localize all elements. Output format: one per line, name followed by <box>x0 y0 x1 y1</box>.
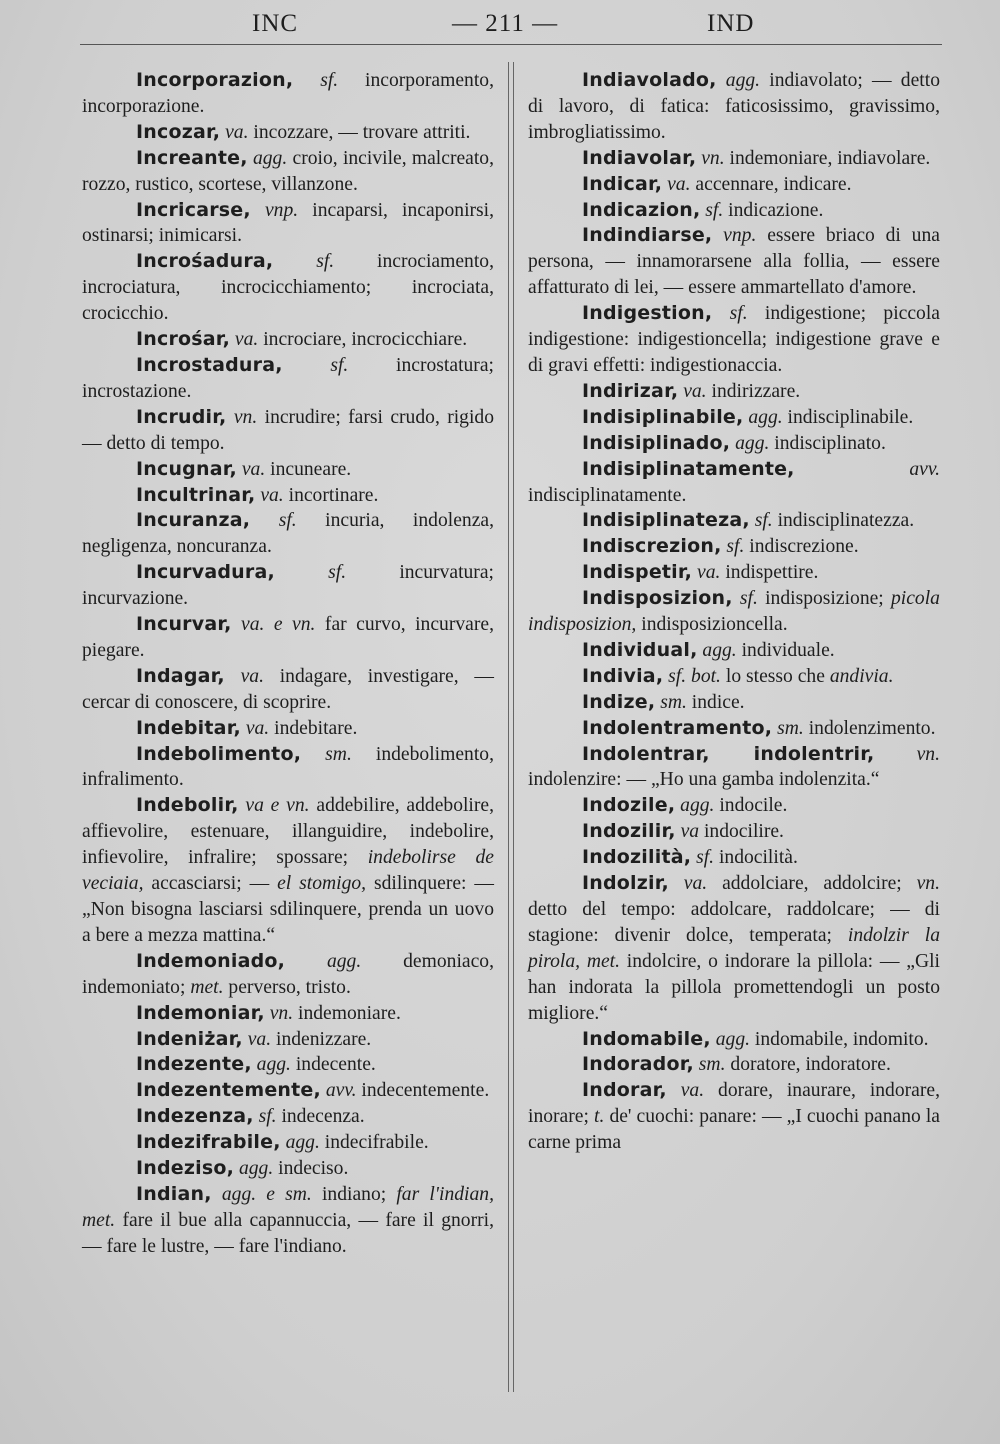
headword: Indiscrezion, <box>582 535 722 558</box>
dictionary-entry <box>528 664 940 690</box>
definition: indiavolato; — detto di lavoro, di fatica: faticosissimo, gravissimo, imbrogliatissimo. <box>528 70 940 143</box>
definition: indirizzare. <box>711 380 801 402</box>
italic-note: picola indisposizion, <box>528 588 940 636</box>
grammar-label: agg. <box>256 1054 291 1076</box>
grammar-label: avv. <box>325 1080 357 1102</box>
headword: Indozilità, <box>582 846 692 869</box>
grammar-label: vn. <box>701 147 725 169</box>
headword: Incurvadura, <box>136 561 275 584</box>
headword: Indemoniar, <box>136 1001 265 1024</box>
page-number: — 211 — <box>452 10 559 37</box>
definition: indeciso. <box>278 1158 349 1180</box>
dictionary-entry <box>82 508 494 560</box>
italic-note: met. <box>190 976 224 998</box>
dictionary-entry <box>82 1078 494 1104</box>
dictionary-entry <box>528 172 940 198</box>
dictionary-entry <box>82 1182 494 1260</box>
grammar-label: sf. <box>320 70 339 91</box>
header-rule <box>80 44 942 45</box>
headword: Indolzir, <box>582 872 669 895</box>
headword: Indicar, <box>582 172 663 195</box>
dictionary-entry <box>82 1027 494 1053</box>
definition: incozzare, — trovare attriti. <box>253 121 471 143</box>
headword: Indezente, <box>136 1053 252 1076</box>
headword: Incultrinar, <box>136 483 256 506</box>
headword: Indorar, <box>582 1079 667 1102</box>
grammar-label: sf. <box>726 536 745 558</box>
headword: Individual, <box>582 638 698 661</box>
headword: Indisiplinatamente, <box>582 457 795 480</box>
dictionary-entry <box>82 198 494 250</box>
grammar-label: agg. <box>748 406 783 428</box>
definition: indemoniare, indiavolare. <box>729 147 931 169</box>
definition: addolciare, addolcire; <box>722 873 902 895</box>
italic-note: far l'indian, met. <box>82 1183 494 1231</box>
dictionary-entry <box>82 1052 494 1078</box>
headword: Incrośar, <box>136 328 231 351</box>
headword: Incorporazion, <box>136 69 294 91</box>
definition: indecentemente. <box>361 1080 490 1102</box>
definition: indenizzare. <box>276 1028 372 1050</box>
definition: incorporamento, incorporazione. <box>82 70 494 117</box>
dictionary-entry <box>528 68 940 146</box>
headword: Incuranza, <box>136 509 251 532</box>
grammar-label: sf. bot. <box>668 665 721 687</box>
definition: incuria, indolenza, negligenza, noncuranza. <box>82 510 494 558</box>
headword: Indorador, <box>582 1053 694 1076</box>
headword: Indezifrabile, <box>136 1131 281 1154</box>
grammar-label: agg. <box>680 795 715 817</box>
headword: Incrośadura, <box>136 250 274 273</box>
italic-note: el stomigo, <box>277 873 367 895</box>
dictionary-entry <box>528 819 940 845</box>
header-left-guide-word: INC <box>252 10 299 37</box>
definition: indecenza. <box>281 1106 365 1128</box>
column-divider <box>508 62 514 1392</box>
grammar-label: sm. <box>660 691 687 713</box>
definition: doratore, indoratore. <box>730 1054 891 1076</box>
grammar-label: vnp. <box>723 225 757 247</box>
grammar-label: va. <box>247 1028 272 1050</box>
definition: indisposizioncella. <box>641 614 788 636</box>
headword: Indomabile, <box>582 1027 711 1050</box>
headword: Increante, <box>136 146 248 169</box>
definition: indigestione; piccola indigestione: indigestioncella; indigestione grave e di gravi effetti: indigestionaccia. <box>528 303 940 376</box>
headword: Indisiplinateza, <box>582 509 750 532</box>
definition: indisposizione; <box>765 588 884 610</box>
dictionary-entry <box>528 379 940 405</box>
headword: Indebitar, <box>136 716 241 739</box>
grammar-label: va <box>680 821 700 843</box>
definition: demoniaco, indemoniato; <box>82 950 494 998</box>
grammar-label: agg. <box>725 70 761 91</box>
headword: Indagar, <box>136 664 225 687</box>
dictionary-entry <box>528 871 940 1026</box>
definition: indiscrezione. <box>749 536 859 558</box>
definition: indebitare. <box>274 717 358 739</box>
definition: croio, incivile, malcreato, rozzo, rustico, scortese, villanzone. <box>82 147 495 195</box>
grammar-label: sf. <box>705 199 724 221</box>
dictionary-entry <box>528 1052 940 1078</box>
definition: fare il bue alla capannuccia, — fare il gnorri, — fare le lustre, — fare l'indiano. <box>82 1209 494 1257</box>
headword: Indize, <box>582 690 656 713</box>
definition: incortinare. <box>288 484 379 506</box>
dictionary-entry <box>528 198 940 224</box>
headword: Indicazion, <box>582 198 701 221</box>
grammar-label: vn. <box>269 1002 294 1024</box>
headword: Indisiplinado, <box>582 431 731 454</box>
definition: lo stesso che <box>725 665 825 687</box>
grammar-label: sf. <box>316 251 335 273</box>
headword: Indebolimento, <box>136 742 302 765</box>
dictionary-entry <box>528 508 940 534</box>
headword: Incurvar, <box>136 613 232 636</box>
dictionary-entry <box>82 405 494 457</box>
grammar-label: sf. <box>258 1106 277 1128</box>
grammar-label: va. <box>260 484 284 506</box>
definition: indispettire. <box>725 562 819 584</box>
right-column <box>528 68 940 1156</box>
definition: indecente. <box>295 1054 376 1076</box>
definition: indisciplinatamente. <box>528 484 687 506</box>
dictionary-entry <box>528 534 940 560</box>
grammar-label: va. <box>240 665 264 687</box>
definition: far curvo, incurvare, piegare. <box>82 614 494 661</box>
definition: indebolimento, infralimento. <box>82 743 494 791</box>
headword: Indisposizion, <box>582 587 733 610</box>
dictionary-entry <box>528 1078 940 1156</box>
definition: indemoniare. <box>298 1002 401 1024</box>
definition: indagare, investigare, — cercar di conoscere, di scoprire. <box>82 665 494 713</box>
dictionary-entry <box>82 120 494 146</box>
headword: Indeniżar, <box>136 1027 243 1050</box>
definition: incaparsi, incaponirsi, ostinarsi; inimicarsi. <box>82 199 495 247</box>
headword: Indezentemente, <box>136 1079 321 1102</box>
definition: indocilire. <box>703 821 784 843</box>
grammar-label: agg. <box>702 639 737 661</box>
definition: indisciplinatezza. <box>777 510 915 532</box>
headword: Indozilir, <box>582 820 676 843</box>
dictionary-entry <box>528 457 940 509</box>
definition: indolenzimento. <box>808 717 936 739</box>
definition: indisciplinabile. <box>787 406 914 428</box>
grammar-label: agg. <box>326 950 362 972</box>
grammar-label: vnp. <box>264 199 299 221</box>
italic-note: t. <box>594 1106 605 1128</box>
headword: Indiavolar, <box>582 146 697 169</box>
definition: indecifrabile. <box>324 1132 429 1154</box>
grammar-label: agg. <box>252 147 288 169</box>
definition: dorare, inaurare, indorare, inorare; <box>528 1080 940 1128</box>
header-right-guide-word: IND <box>707 10 755 37</box>
dictionary-entry <box>528 716 940 742</box>
grammar-label: va. <box>680 1080 705 1102</box>
headword: Indigestion, <box>582 302 713 325</box>
definition: individuale. <box>741 639 835 661</box>
headword: Indezenza, <box>136 1105 254 1128</box>
grammar-label: agg. <box>735 432 770 454</box>
grammar-label: sf. <box>696 847 715 869</box>
definition: indocilità. <box>718 847 798 869</box>
dictionary-entry <box>82 793 494 948</box>
headword: Indebolir, <box>136 794 239 817</box>
headword: Indirizar, <box>582 379 679 402</box>
dictionary-entry <box>528 431 940 457</box>
grammar-label: va. <box>683 873 708 895</box>
grammar-label: agg. <box>238 1158 274 1180</box>
dictionary-entry <box>82 716 494 742</box>
dictionary-entry <box>528 690 940 716</box>
italic-note: indolzir la pirola, met. <box>528 924 940 972</box>
grammar-label: sm. <box>777 717 804 739</box>
grammar-label: va. <box>234 329 259 351</box>
grammar-label: va. <box>683 380 707 402</box>
italic-note: vn. <box>916 873 941 895</box>
definition: incrudire; farsi crudo, rigido — detto di tempo. <box>82 406 495 454</box>
definition: indice. <box>691 691 745 713</box>
dictionary-entry <box>82 560 494 612</box>
dictionary-entry <box>82 68 494 120</box>
dictionary-entry <box>82 1156 494 1182</box>
grammar-label: va. <box>241 458 266 480</box>
dictionary-entry <box>528 560 940 586</box>
grammar-label: va e vn. <box>245 795 310 817</box>
definition: indisciplinato. <box>774 432 886 454</box>
dictionary-entry <box>528 742 940 794</box>
grammar-label: agg. <box>285 1132 320 1154</box>
dictionary-entry <box>82 457 494 483</box>
grammar-label: sf. <box>729 303 748 325</box>
headword: Incozar, <box>136 120 221 143</box>
dictionary-entry <box>82 483 494 509</box>
headword: Indindiarse, <box>582 224 713 247</box>
grammar-label: sm. <box>698 1054 726 1076</box>
dictionary-entry <box>528 146 940 172</box>
headword: Incrostadura, <box>136 353 283 376</box>
dictionary-entry <box>82 664 494 716</box>
dictionary-entry <box>82 249 494 327</box>
definition: detto del tempo: addolcare, raddolcare; — di stagione: divenir dolce, temperata; <box>528 899 940 946</box>
definition: addebilire, addebolire, affievolire, estenuare, illanguidire, indebolire, infievolire, infralire; spossare; <box>82 795 494 869</box>
definition: indicazione. <box>728 199 824 221</box>
dictionary-entry <box>528 845 940 871</box>
grammar-label: va. e vn. <box>241 614 316 636</box>
headword: Indisiplinabile, <box>582 405 744 428</box>
headword: Indolentrar, indolentrir, <box>582 742 875 765</box>
grammar-label: va. <box>245 717 270 739</box>
dictionary-entry <box>82 1001 494 1027</box>
grammar-label: va. <box>667 173 691 195</box>
definition: incrociare, incrocicchiare. <box>263 329 468 351</box>
grammar-label: sf. <box>328 562 347 584</box>
headword: Incricarse, <box>136 198 251 221</box>
definition: indolcire, o indorare la pillola: — „Gli han indorata la pillola promettendogli un posto migliore.“ <box>528 950 940 1024</box>
grammar-label: sm. <box>325 743 352 765</box>
grammar-label: vn. <box>233 406 258 428</box>
dictionary-entry <box>528 1027 940 1053</box>
dictionary-entry <box>528 405 940 431</box>
grammar-label: agg. e sm. <box>221 1183 312 1205</box>
headword: Indiavolado, <box>582 69 717 91</box>
dictionary-entry <box>82 146 494 198</box>
definition: sdilinquere: — „Non bisogna lasciarsi sdilinquere, prenda un uovo a bere a mezza mattina.“ <box>82 873 494 946</box>
definition: incuneare. <box>270 458 352 480</box>
definition: incurvatura; incurvazione. <box>82 562 494 610</box>
grammar-label: va. <box>697 562 721 584</box>
italic-note: indebolirse de veciaia, <box>82 847 494 895</box>
dictionary-entry <box>528 793 940 819</box>
headword: Indian, <box>136 1182 212 1205</box>
dictionary-entry <box>82 612 494 664</box>
dictionary-entry <box>528 586 940 638</box>
grammar-label: agg. <box>715 1028 751 1050</box>
dictionary-entry <box>82 327 494 353</box>
definition: incrostatura; incrostazione. <box>82 354 494 402</box>
grammar-label: sf. <box>754 510 773 532</box>
definition: indiano; <box>321 1183 387 1205</box>
dictionary-entry <box>82 1130 494 1156</box>
grammar-label: vn. <box>916 743 940 765</box>
grammar-label: sf. <box>739 588 758 610</box>
headword: Indozile, <box>582 794 676 817</box>
definition: essere briaco di una persona, — innamorarsene alla follia, — essere affatturato di lei, — essere ammartellato d'amore. <box>528 225 940 299</box>
dictionary-entry <box>528 301 940 379</box>
headword: Indeziso, <box>136 1157 235 1180</box>
left-column <box>82 68 494 1260</box>
dictionary-entry <box>82 353 494 405</box>
headword: Indivia, <box>582 664 664 687</box>
definition: indolenzire: — „Ho una gamba indolenzita.“ <box>528 769 880 791</box>
dictionary-entry <box>528 638 940 664</box>
definition: perverso, tristo. <box>228 976 351 998</box>
definition: indocile. <box>719 795 788 817</box>
dictionary-entry <box>82 1104 494 1130</box>
page-header <box>82 6 938 40</box>
dictionary-entry <box>528 223 940 301</box>
headword: Indemoniado, <box>136 949 286 972</box>
dictionary-entry <box>82 742 494 794</box>
grammar-label: va. <box>225 121 249 143</box>
definition: indomabile, indomito. <box>754 1028 929 1050</box>
grammar-label: sf. <box>330 354 349 376</box>
headword: Indolentramento, <box>582 716 773 739</box>
definition: accasciarsi; — <box>151 873 270 895</box>
grammar-label: avv. <box>909 458 940 480</box>
definition: de' cuochi: panare: — „I cuochi panano la carne prima <box>528 1106 941 1154</box>
headword: Incugnar, <box>136 457 237 480</box>
grammar-label: sf. <box>278 510 297 532</box>
headword: Incrudir, <box>136 405 227 428</box>
definition: accennare, indicare. <box>695 173 852 195</box>
definition: incrociamento, incrociatura, incrocicchiamento; incrociata, crocicchio. <box>82 251 494 325</box>
headword: Indispetir, <box>582 561 693 584</box>
italic-note: andivia. <box>829 665 894 687</box>
dictionary-entry <box>82 949 494 1001</box>
